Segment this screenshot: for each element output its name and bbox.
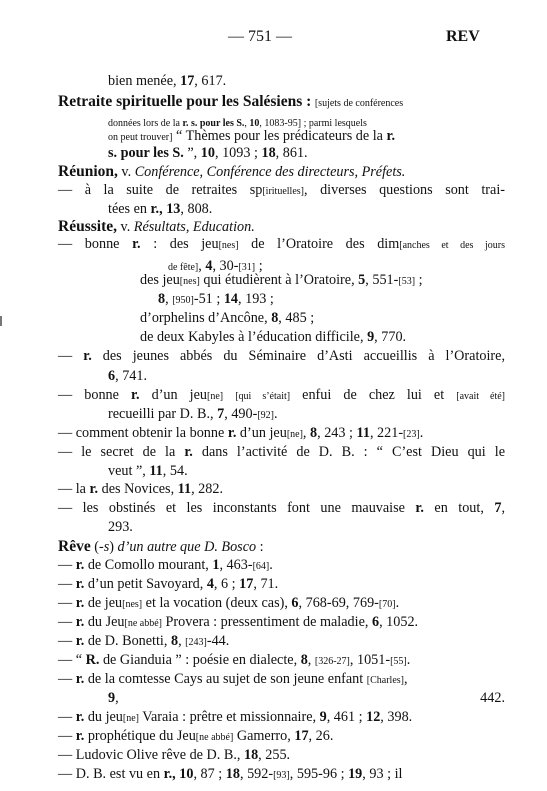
line-text: , 741. [115,368,148,384]
line-text: d’orphelins d’Ancône, [140,310,272,326]
bold-text: r. [75,576,85,592]
index-line [58,748,290,762]
running-head: REV [446,28,480,45]
line-text: , 1093 ; [214,145,262,161]
line-text: du jeu [84,709,123,725]
bold-text: 9 [108,690,116,706]
bold-text: r. s. pour les S. [182,118,245,129]
line-text: d’un jeu [139,387,208,403]
bold-text: r. [75,728,85,744]
line-text: — [58,728,76,744]
line-text: . [406,652,411,668]
line-text: (- [90,539,104,555]
bold-text: s. pour les S. [108,145,184,161]
bold-text: Rêve [58,538,91,555]
index-line [58,710,412,724]
line-text: des jeunes abbés du Séminaire d’Asti accueillis à l’Oratoire, [91,348,506,364]
line-text: de Comollo mourant, [84,557,213,573]
line-text: , 461 ; [326,709,367,725]
line-text: — comment obtenir la bonne [58,425,228,441]
index-line [58,482,223,496]
italic-text: s [103,539,110,555]
editorial-note: [nes] [122,599,143,610]
bold-text: 14 [223,291,238,307]
line-text: , 808. [180,201,213,217]
editorial-note: [ne] [286,429,303,440]
line-text: Provera : pressentiment de maladie, [161,614,372,630]
bold-text: 8 [158,291,166,307]
bold-text: r. [83,348,92,364]
bold-text: 17 [180,73,195,89]
editorial-note: [irituelles] [262,186,304,197]
line-text: d’un petit Savoyard, [84,576,207,592]
bold-text: r. [415,500,424,516]
line-text: -51 ; [193,291,224,307]
index-line [108,202,212,216]
bold-text: r. [227,425,237,441]
bold-text: 7 [494,500,502,516]
index-line [140,311,314,325]
bold-text: 7 [217,406,225,422]
bold-text: Réunion, [58,163,118,180]
line-text: , [198,258,206,274]
bold-text: r. [75,671,85,687]
index-line [58,615,418,629]
line-text: , [501,500,506,516]
line-text: , 243 ; [317,425,357,441]
bold-text: r. [89,481,99,497]
line-text: recueilli par D. B., [108,406,218,422]
bold-text: 10 [249,118,260,129]
line-text: , 255. [258,747,291,763]
editorial-note: [nes] [218,240,239,251]
index-line [58,767,402,781]
editorial-note: [qui s’était] [235,391,291,402]
bold-text: r., [163,766,176,782]
bold-text: r. [75,633,85,649]
line-text: , 26. [308,728,334,744]
bold-text: r. [131,387,140,403]
line-text: qui étudièrent à l’Oratoire, [199,272,359,288]
index-line [108,369,147,383]
line-text: , 861. [275,145,308,161]
bold-text: 11 [177,481,192,497]
editorial-note: [950] [172,295,194,306]
line-text: Varaia : prêtre et missionnaire, [139,709,320,725]
line-text: , 551- [365,272,399,288]
bold-text: 8 [300,652,308,668]
line-text: , 485 ; [278,310,315,326]
bold-text: 10 [200,145,215,161]
line-text: , 221- [369,425,404,441]
line-text: , 770. [374,329,407,345]
editorial-note: [sujets de conférences [314,98,404,109]
editorial-note: données lors de la [108,118,183,129]
line-text: , 87 ; [193,766,226,782]
line-text: , 71. [253,576,279,592]
line-text: . [274,406,278,422]
editorial-note: [Charles] [366,675,404,686]
line-text: . [419,425,424,441]
line-text: , 592- [239,766,274,782]
index-line [58,634,229,648]
bold-text: 4 [206,576,214,592]
editorial-note: [31] [238,262,256,273]
bold-text: r. [75,557,85,573]
index-line [108,146,308,160]
italic-text: d’un autre que D. Bosco [117,539,257,555]
index-line [58,219,255,235]
bold-text: 4 [205,258,213,274]
line-text: , 490- [224,406,258,422]
italic-text: Résultats, Education. [133,219,255,235]
index-line [58,653,410,667]
bold-text: 8 [271,310,279,326]
index-line [58,237,505,251]
editorial-note: [326-27] [314,656,350,667]
index-line [58,94,403,110]
line-text: , 768-69, 769- [298,595,379,611]
bold-text: 13 [166,201,181,217]
line-text: , 193 ; [238,291,274,307]
line-text: , 6 ; [213,576,240,592]
editorial-note: , 1083-95] ; parmi lesquels [259,118,367,129]
bold-text: 12 [366,709,381,725]
italic-text: Conférence, Conférence des directeurs, Préfets. [134,164,406,180]
line-text: Gamerro, [233,728,295,744]
editorial-note: , [244,118,250,129]
line-text: — “ [58,652,86,668]
line-text: tées en [108,201,151,217]
bold-text: r. [75,709,85,725]
line-text: de jeu [84,595,123,611]
bold-text: R. [85,652,100,668]
line-text: -44. [206,633,230,649]
index-line [58,501,505,515]
editorial-note: [nes] [179,276,200,287]
bold-text: r. [132,236,141,252]
editorial-note: [ne] [122,713,140,724]
index-line [58,729,333,743]
margin-mark [0,316,2,326]
line-text: v. [116,219,134,235]
bold-text: 5 [358,272,366,288]
line-text: — la [58,481,90,497]
index-line [108,74,226,88]
bold-text: 1 [212,557,220,573]
line-text: de deux Kabyles à l’éducation difficile, [140,329,368,345]
line-text: “ Thèmes pour les prédicateurs de la [172,128,387,144]
editorial-note: [ne abbé] [124,618,162,629]
line-text: — bonne [58,387,131,403]
line-text: — [58,557,76,573]
line-text: : [256,539,264,555]
index-line [140,330,406,344]
editorial-note: [23] [403,429,420,440]
editorial-note: [92] [257,410,275,421]
index-line [58,349,505,363]
bold-text: 18 [225,766,240,782]
line-text: , diverses questions sont trai- [304,182,505,198]
line-text: de l’Oratoire des dim [238,236,400,252]
line-text: — [58,348,84,364]
editorial-note: [ne abbé] [195,732,234,743]
line-text: 293. [108,519,133,535]
index-line [58,672,408,686]
line-text: , 282. [191,481,223,497]
page-number: — 751 — [228,28,292,45]
bold-text: 6 [291,595,299,611]
line-text: , 398. [380,709,413,725]
line-text: , 30- [212,258,239,274]
line-text: et la vocation (deux cas), [142,595,292,611]
index-line [58,577,278,591]
bold-text: r. [184,444,193,460]
line-text: des Novices, [98,481,178,497]
bold-text: 6 [371,614,380,630]
index-line [58,426,423,440]
line-text: . [395,595,400,611]
index-line [58,445,505,459]
editorial-note: [anches et des jours [399,240,505,251]
bold-text: 18 [243,747,259,763]
bold-text: 17 [239,576,254,592]
line-text: , [165,291,173,307]
index-line [58,164,405,180]
index-line [140,273,423,287]
editorial-note: [ne] [207,391,224,402]
bold-text: 10 [179,766,194,782]
index-line [108,407,278,421]
line-text: , 1052. [379,614,419,630]
bold-text: 18 [261,145,276,161]
line-text [223,387,235,403]
index-line [58,596,399,610]
index-line [108,464,188,478]
line-text: — [58,633,76,649]
index-line [58,558,273,572]
line-text: ) [109,539,118,555]
line-text: veut ”, [108,463,150,479]
editorial-note: de fête] [168,262,199,273]
index-line [108,691,505,705]
line-text: prophétique du Jeu [84,728,196,744]
bold-text: 11 [356,425,370,441]
bold-text: 17 [294,728,309,744]
line-text: de D. Bonetti, [84,633,171,649]
line-text: dans l’activité de D. B. : “ C’est Dieu qui le [192,444,505,460]
index-line [108,520,133,534]
line-text: : des jeu [140,236,219,252]
line-text: — [58,614,76,630]
line-text: , [178,633,186,649]
line-text: enfui de chez lui et [290,387,457,403]
editorial-note: [53] [398,276,416,287]
editorial-note: [243] [185,637,207,648]
line-text: , [307,652,315,668]
bold-text: r. [75,595,85,611]
line-text: , [403,671,408,687]
line-text: — [58,576,76,592]
line-text: , 617. [194,73,227,89]
index-line [158,292,274,306]
line-text: de la comtesse Cays au sujet de son jeune enfant [84,671,367,687]
line-text: ; [415,272,423,288]
line-text: . [269,557,273,573]
index-line [108,129,395,143]
line-text: de Gianduia ” : poésie en dialecte, [99,652,301,668]
line-text: — Ludovic Olive rêve de D. B., [58,747,244,763]
bold-text: Retraite spirituelle pour les Salésiens : [58,93,312,110]
editorial-note: [55] [390,656,407,667]
line-text: — à la suite de retraites sp [58,182,263,198]
line-text: en tout, [423,500,495,516]
bold-text: 11 [149,463,163,479]
line-text: , 463- [219,557,253,573]
line-text: , [302,425,311,441]
line-text: ; [255,258,263,274]
line-text: — bonne [58,236,133,252]
line-text: ”, [183,145,201,161]
line-text: d’un jeu [236,425,287,441]
bold-text: 6 [108,368,116,384]
index-line [58,183,505,197]
editorial-note: [70] [378,599,396,610]
bold-text: 9 [319,709,327,725]
line-text: — [58,595,76,611]
editorial-note: [93] [273,770,290,781]
index-line [58,539,264,555]
line-text: , 54. [162,463,188,479]
line-text: v. [117,164,135,180]
line-text: , 93 ; il [362,766,403,782]
editorial-note: on peut trouver] [108,132,173,143]
line-text: du Jeu [84,614,125,630]
line-text: des jeu [140,272,180,288]
bold-text: 8 [170,633,179,649]
bold-text: r., [150,201,163,217]
line-text: — D. B. est vu en [58,766,164,782]
editorial-note: [64] [252,561,270,572]
line-text: , 1051- [349,652,391,668]
line-text: bien menée, [108,73,181,89]
line-text: — [58,671,76,687]
editorial-note: [avait été] [456,391,506,402]
bold-text: r. [75,614,85,630]
line-text: — [58,709,76,725]
bold-text: Réussite, [58,218,117,235]
bold-text: 19 [348,766,363,782]
line-text: , 442. [115,690,505,706]
line-text: — les obstinés et les inconstants font une mauvaise [58,500,416,516]
line-text: — le secret de la [58,444,185,460]
bold-text: r. [386,128,396,144]
line-text: , 595-96 ; [289,766,349,782]
bold-text: 8 [310,425,318,441]
bold-text: 9 [367,329,375,345]
index-line [58,388,505,402]
